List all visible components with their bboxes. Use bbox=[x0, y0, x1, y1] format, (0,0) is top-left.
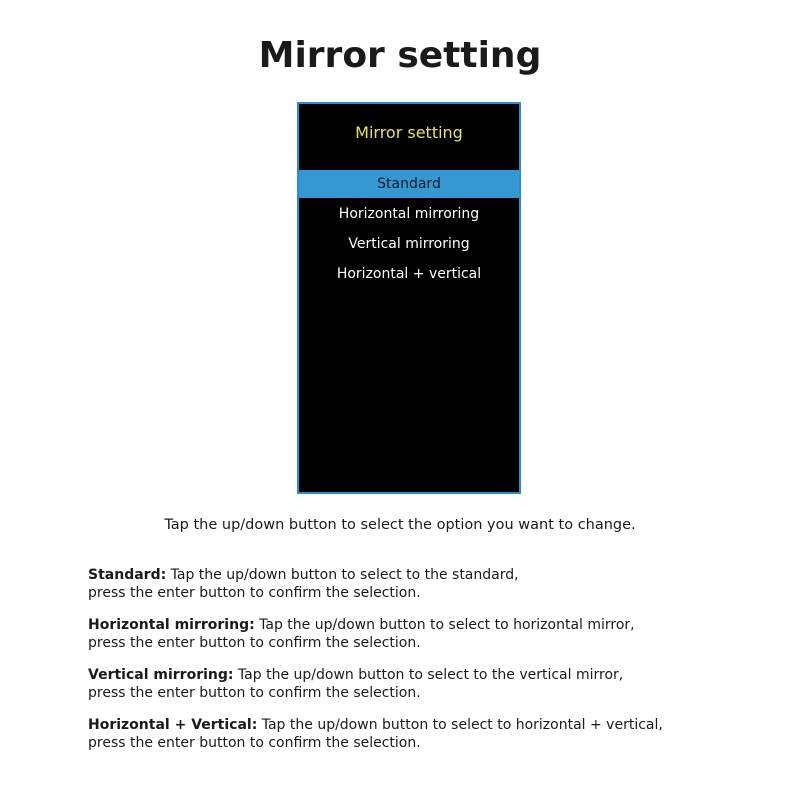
description-horizontal-mirroring bbox=[88, 616, 768, 652]
screen-title: Mirror setting bbox=[355, 123, 463, 142]
device-screen bbox=[297, 102, 521, 494]
description-line2: press the enter button to confirm the selection. bbox=[88, 735, 421, 751]
description-term: Standard: bbox=[88, 567, 167, 583]
instruction-text: Tap the up/down button to select the option you want to change. bbox=[164, 517, 636, 533]
description-line1: Tap the up/down button to select to the vertical mirror, bbox=[233, 667, 624, 683]
description-line2: press the enter button to confirm the selection. bbox=[88, 635, 421, 651]
description-line1: Tap the up/down button to select to horizontal mirror, bbox=[254, 617, 635, 633]
description-line1: Tap the up/down button to select to the standard, bbox=[166, 567, 519, 583]
option-descriptions bbox=[88, 566, 768, 766]
description-line1: Tap the up/down button to select to horizontal + vertical, bbox=[257, 717, 663, 733]
description-standard bbox=[88, 566, 768, 602]
description-term: Horizontal + Vertical: bbox=[88, 717, 258, 733]
description-term: Vertical mirroring: bbox=[88, 667, 234, 683]
description-line2: press the enter button to confirm the selection. bbox=[88, 685, 421, 701]
menu-item-horizontal-mirroring[interactable]: Horizontal mirroring bbox=[338, 206, 480, 222]
menu-item-vertical-mirroring[interactable]: Vertical mirroring bbox=[348, 236, 470, 252]
description-line2: press the enter button to confirm the selection. bbox=[88, 585, 421, 601]
menu-item-standard[interactable]: Standard bbox=[299, 170, 519, 198]
description-vertical-mirroring bbox=[88, 666, 768, 702]
description-term: Horizontal mirroring: bbox=[88, 617, 255, 633]
description-horizontal-vertical bbox=[88, 716, 768, 752]
page-title: Mirror setting bbox=[258, 35, 542, 76]
mirror-menu bbox=[299, 170, 519, 290]
menu-item-horizontal-vertical[interactable]: Horizontal + vertical bbox=[336, 266, 482, 282]
